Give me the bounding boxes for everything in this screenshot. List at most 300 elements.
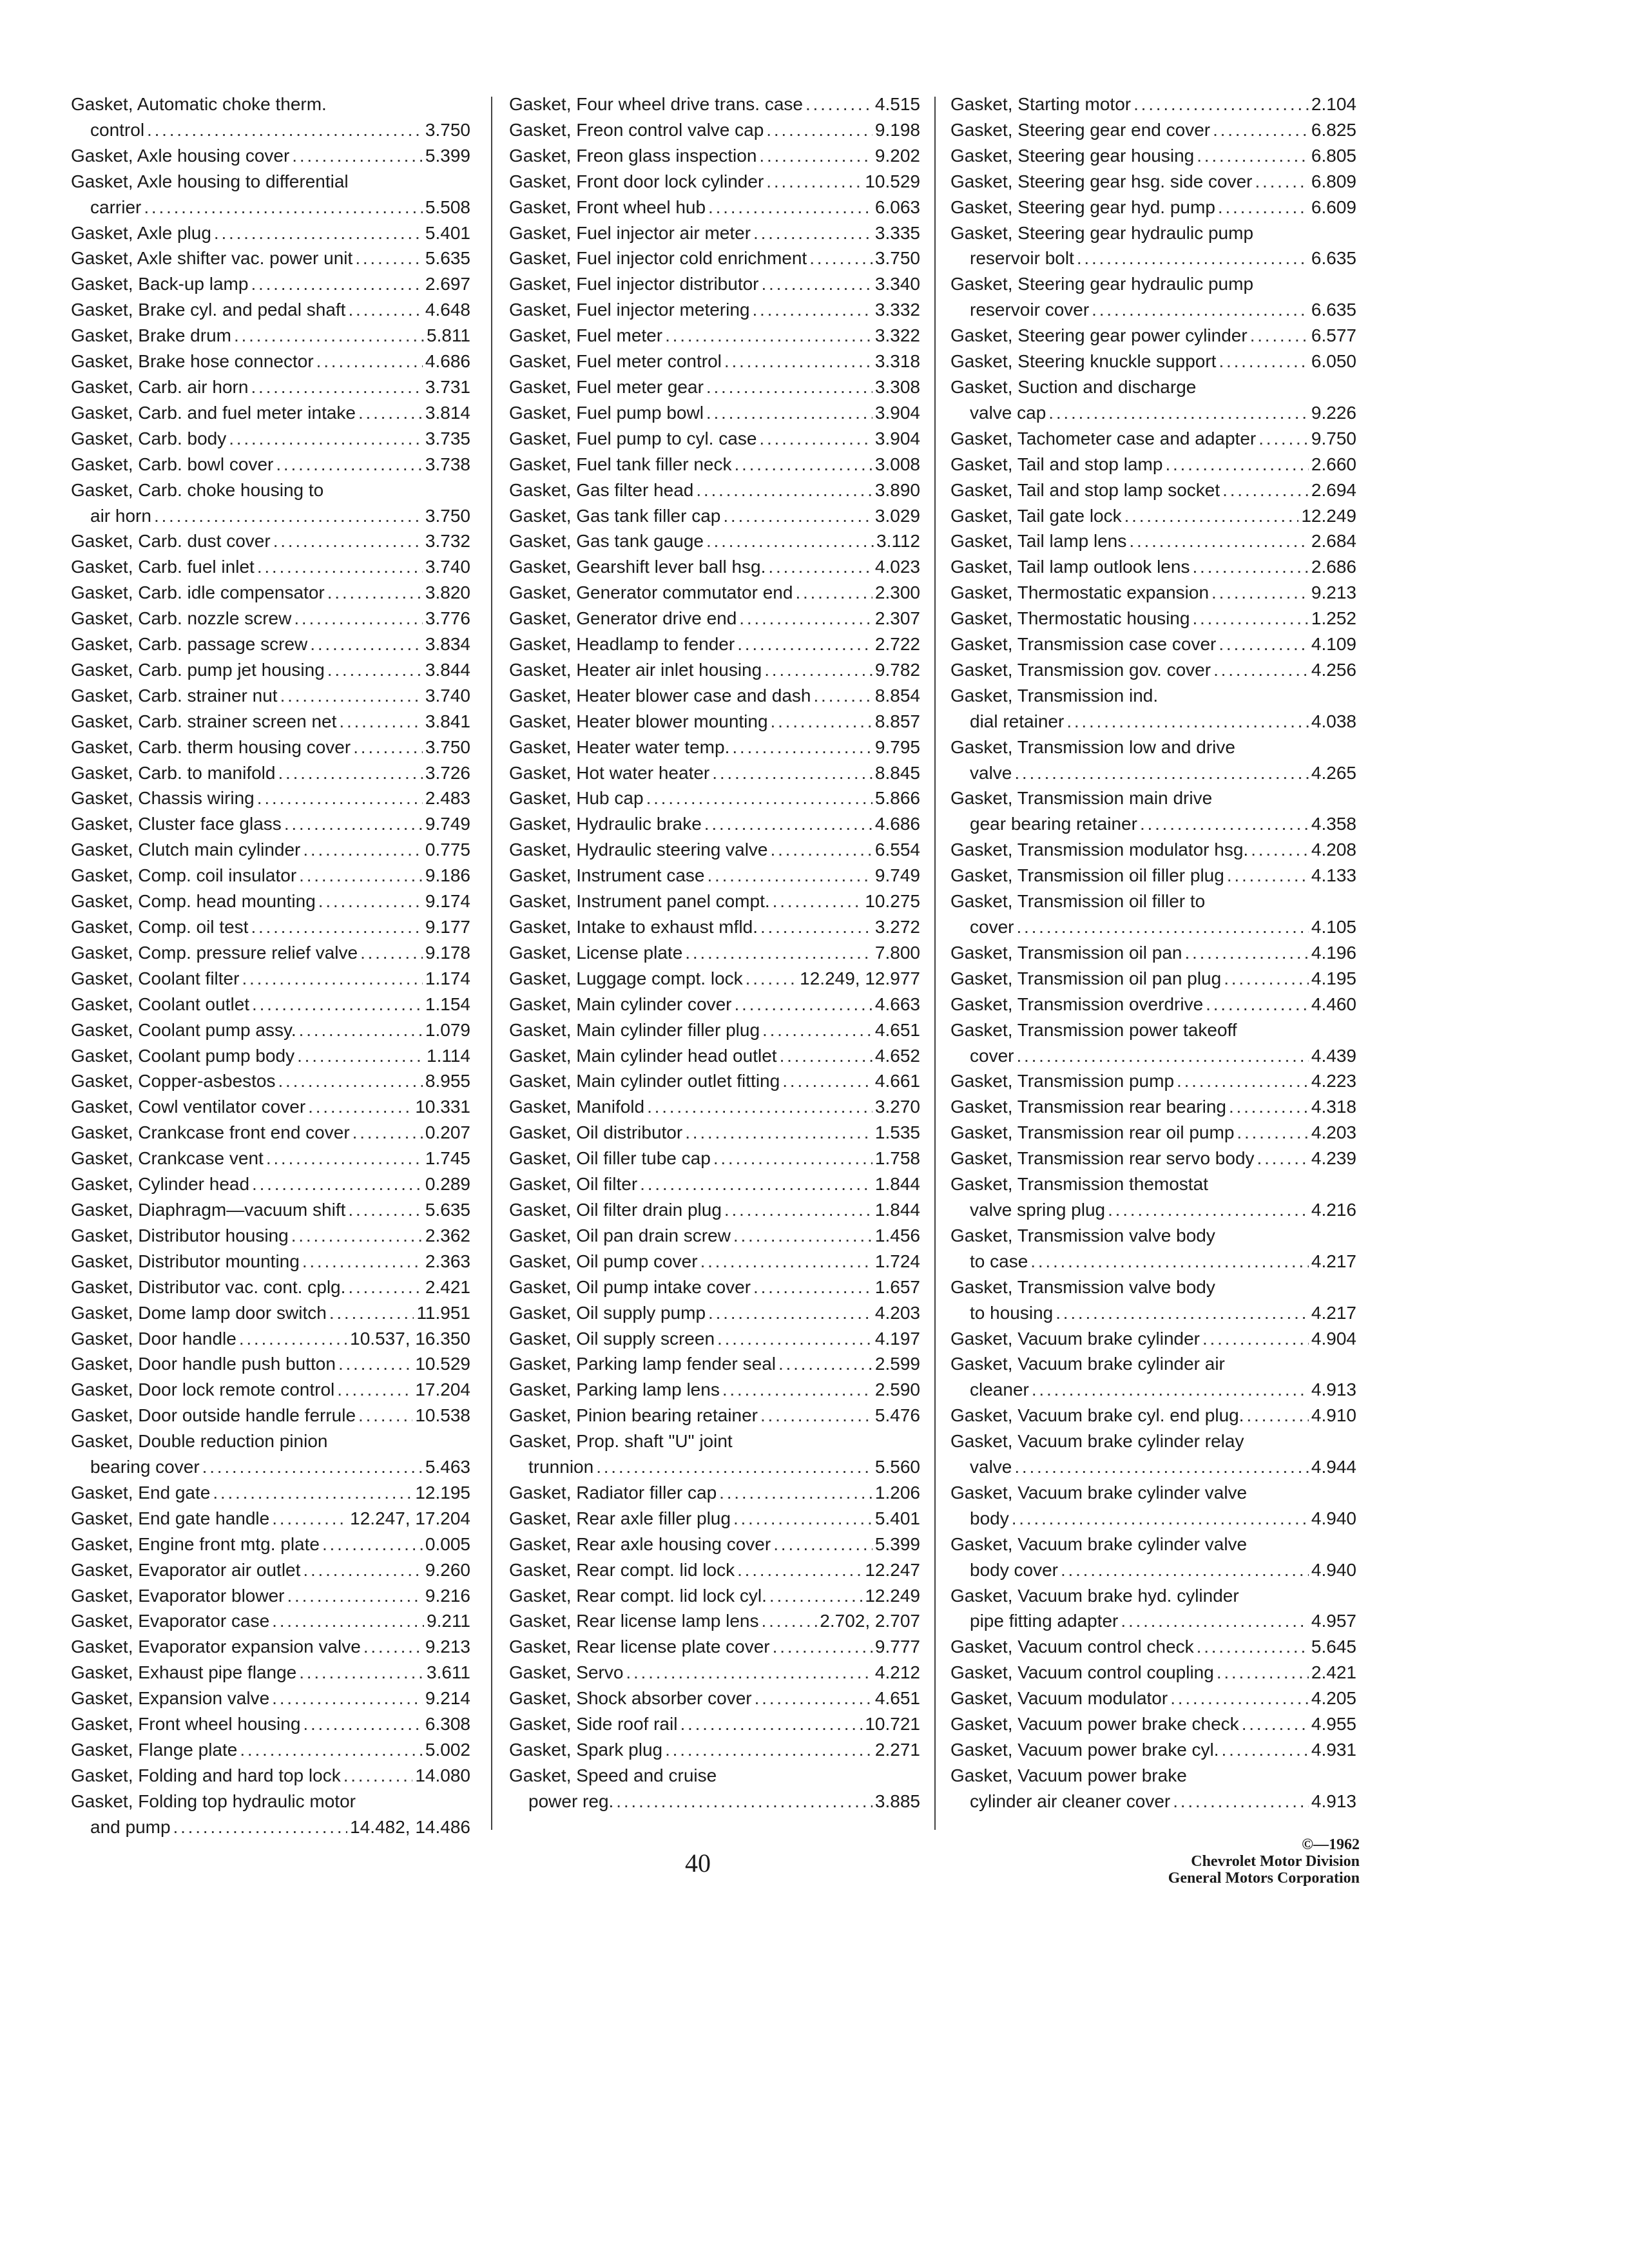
index-entry [509, 709, 920, 735]
index-entry [509, 1660, 920, 1686]
entry-label: Gasket, Steering gear hydraulic pump [950, 274, 1254, 294]
dot-leader [680, 1711, 862, 1737]
entry-reference-number: 3.890 [874, 479, 920, 500]
dot-leader [762, 1017, 872, 1043]
entry-reference-number: 12.195 [415, 1482, 470, 1503]
entry-label: Gasket, Heater blower mounting [509, 711, 768, 731]
index-entry [950, 1557, 1356, 1583]
index-entry [950, 1711, 1356, 1737]
entry-label: Gasket, Main cylinder cover [509, 994, 732, 1014]
entry-reference-number: 3.814 [425, 402, 470, 423]
entry-label: Gasket, Freon glass inspection [509, 145, 757, 166]
dot-leader [813, 683, 872, 709]
dot-leader [310, 631, 423, 657]
entry-label: Gasket, Crankcase front end cover [71, 1122, 350, 1143]
dot-leader [1255, 169, 1308, 195]
index-entry [950, 1274, 1356, 1300]
entry-label: Gasket, Parking lamp fender seal [509, 1354, 776, 1374]
entry-label: Gasket, Transmission power takeoff [950, 1019, 1237, 1040]
index-entry [71, 1480, 470, 1506]
index-entry [950, 349, 1356, 374]
entry-reference-number: 10.529 [415, 1354, 470, 1374]
entry-reference-number: 4.239 [1311, 1148, 1356, 1169]
index-entry [950, 811, 1356, 837]
dot-leader [1185, 940, 1309, 966]
index-entry [950, 837, 1356, 863]
dot-leader [1108, 1197, 1309, 1223]
dot-leader [780, 1043, 872, 1069]
entry-reference-number: 14.080 [415, 1765, 470, 1785]
entry-label: Gasket, Carb. therm housing cover [71, 736, 351, 757]
entry-reference-number: 2.271 [874, 1740, 920, 1760]
entry-label: Gasket, Carb. body [71, 428, 227, 448]
entry-reference-number: 12.249 [865, 1585, 920, 1606]
dot-leader [1192, 606, 1308, 631]
entry-label: Gasket, Back-up lamp [71, 274, 249, 294]
entry-reference-number: 9.202 [874, 145, 920, 166]
entry-label: Gasket, Gas tank filler cap [509, 505, 721, 526]
dot-leader [1014, 760, 1309, 786]
index-entry [950, 709, 1356, 735]
dot-leader [294, 606, 423, 631]
dot-leader [1173, 1789, 1309, 1814]
index-entry [71, 349, 470, 374]
entry-label: Gasket, Rear axle housing cover [509, 1533, 771, 1554]
dot-leader [809, 245, 872, 271]
index-entry [950, 1480, 1356, 1506]
entry-label: Gasket, Folding and hard top lock [71, 1765, 341, 1785]
entry-reference-number: 3.270 [874, 1097, 920, 1117]
index-entry [950, 245, 1356, 271]
index-entry [950, 1146, 1356, 1171]
dot-leader [773, 889, 863, 914]
entry-reference-number: 2.697 [425, 274, 470, 294]
entry-reference-number: 3.308 [874, 376, 920, 397]
index-entry [71, 1120, 470, 1146]
entry-label: Gasket, Front wheel hub [509, 197, 706, 217]
entry-reference-number: 5.401 [425, 222, 470, 243]
index-entry [71, 528, 470, 554]
entry-label: Gasket, Servo [509, 1662, 624, 1683]
entry-label: Gasket, Comp. coil insulator [71, 865, 297, 886]
entry-reference-number: 1.758 [874, 1148, 920, 1169]
entry-reference-number: 12.247 [865, 1559, 920, 1580]
index-entry [509, 966, 920, 992]
dot-leader [782, 1068, 872, 1094]
entry-reference-number: 6.577 [1311, 325, 1356, 346]
entry-reference-number: 4.205 [1311, 1688, 1356, 1709]
entry-reference-number: 9.178 [425, 942, 470, 963]
entry-reference-number: 8.857 [874, 711, 920, 731]
entry-label: to housing [970, 1302, 1054, 1323]
entry-label: Gasket, Axle shifter vac. power unit [71, 248, 353, 269]
entry-label: Gasket, Tail lamp lens [950, 531, 1127, 552]
index-column-1 [71, 91, 470, 1840]
dot-leader [704, 811, 872, 837]
entry-reference-number: 3.885 [874, 1791, 920, 1811]
index-entry [71, 1686, 470, 1711]
entry-label: Gasket, Carb. strainer screen net [71, 711, 337, 731]
entry-reference-number: 4.686 [874, 814, 920, 834]
entry-label: Gasket, Oil filter drain plug [509, 1199, 722, 1220]
index-entry [950, 1377, 1356, 1403]
dot-leader [299, 863, 423, 889]
dot-leader [338, 1351, 412, 1377]
entry-reference-number: 9.750 [1311, 428, 1356, 448]
entry-label: Gasket, Tail lamp outlook lens [950, 557, 1190, 577]
entry-label: valve [970, 1457, 1012, 1477]
dot-leader [1016, 1043, 1308, 1069]
dot-leader [1237, 1120, 1309, 1146]
dot-leader [144, 195, 423, 220]
entry-reference-number: 4.940 [1311, 1508, 1356, 1528]
entry-label: Gasket, Distributor vac. cont. cplg. [71, 1276, 346, 1297]
entry-label: Gasket, Vacuum power brake cyl. [950, 1740, 1219, 1760]
index-entry [509, 503, 920, 529]
dot-leader [316, 349, 423, 374]
entry-reference-number: 4.318 [1311, 1097, 1356, 1117]
entry-label: Gasket, Hub cap [509, 788, 644, 809]
entry-reference-number: 9.782 [874, 659, 920, 680]
index-entry [950, 1686, 1356, 1711]
entry-reference-number: 1.079 [425, 1019, 470, 1040]
entry-label: Gasket, Tail and stop lamp [950, 454, 1163, 474]
entry-label: gear bearing retainer [970, 814, 1137, 834]
entry-label: Gasket, Rear compt. lid lock [509, 1559, 735, 1580]
index-entry [71, 889, 470, 914]
entry-label: Gasket, Headlamp to fender [509, 634, 735, 655]
index-entry [71, 1403, 470, 1428]
dot-leader [242, 966, 422, 992]
dot-leader [318, 889, 423, 914]
entry-reference-number: 4.208 [1311, 840, 1356, 860]
entry-reference-number: 5.399 [425, 145, 470, 166]
entry-label: valve cap [970, 402, 1046, 423]
entry-reference-number: 9.226 [1311, 402, 1356, 423]
entry-reference-number: 6.635 [1311, 300, 1356, 320]
index-entry [71, 1197, 470, 1223]
entry-reference-number: 2.722 [874, 634, 920, 655]
entry-label: Gasket, Evaporator blower [71, 1585, 285, 1606]
index-entry [509, 1403, 920, 1428]
dot-leader [665, 1737, 872, 1763]
dot-leader [708, 1300, 872, 1326]
index-entry [71, 914, 470, 940]
index-entry [950, 400, 1356, 426]
index-entry [71, 1532, 470, 1557]
index-entry [71, 992, 470, 1017]
entry-reference-number: 2.694 [1311, 479, 1356, 500]
dot-leader [1197, 143, 1309, 169]
entry-label: Gasket, Transmission rear oil pump [950, 1122, 1235, 1143]
dot-leader [616, 1789, 872, 1814]
entry-reference-number: 4.913 [1311, 1791, 1356, 1811]
dot-leader [154, 503, 423, 529]
entry-reference-number: 9.174 [425, 891, 470, 912]
index-entry [509, 1634, 920, 1660]
index-entry [509, 1711, 920, 1737]
dot-leader [1032, 1377, 1309, 1403]
entry-reference-number: 1.657 [874, 1276, 920, 1297]
entry-label: Gasket, Carb. fuel inlet [71, 557, 255, 577]
entry-reference-number: 4.957 [1311, 1611, 1356, 1631]
entry-label: Gasket, Brake drum [71, 325, 231, 346]
dot-leader [1257, 1146, 1309, 1171]
index-entry [509, 91, 920, 117]
index-entry [71, 1428, 470, 1454]
entry-reference-number: 5.463 [425, 1457, 470, 1477]
entry-label: cylinder air cleaner cover [970, 1791, 1171, 1811]
index-entry [71, 554, 470, 580]
index-entry [950, 1120, 1356, 1146]
dot-leader [1197, 1634, 1309, 1660]
entry-label: Gasket, Carb. choke housing to [71, 479, 324, 500]
index-entry [509, 657, 920, 683]
dot-leader [348, 297, 422, 323]
dot-leader [1202, 1326, 1309, 1352]
entry-label: Gasket, Dome lamp door switch [71, 1302, 327, 1323]
entry-label: Gasket, Fuel meter gear [509, 376, 704, 397]
entry-reference-number: 4.652 [874, 1045, 920, 1066]
entry-reference-number: 5.866 [874, 788, 920, 809]
entry-label: Gasket, Steering gear hsg. side cover [950, 171, 1253, 191]
entry-reference-number: 3.735 [425, 428, 470, 448]
entry-label: Gasket, Oil supply screen [509, 1328, 715, 1349]
dot-leader [292, 143, 423, 169]
entry-reference-number: 2.307 [874, 608, 920, 629]
index-entry [71, 811, 470, 837]
entry-reference-number: 4.109 [1311, 634, 1356, 655]
entry-reference-number: 5.645 [1311, 1637, 1356, 1657]
entry-reference-number: 3.332 [874, 300, 920, 320]
index-entry [950, 914, 1356, 940]
dot-leader [251, 914, 422, 940]
entry-label: Gasket, Vacuum control check [950, 1637, 1194, 1657]
index-entry [509, 683, 920, 709]
dot-leader [1247, 1403, 1309, 1428]
index-entry [509, 940, 920, 966]
index-entry [509, 1094, 920, 1120]
index-entry [509, 1608, 920, 1634]
index-entry [509, 1146, 920, 1171]
index-entry [950, 426, 1356, 452]
dot-leader [303, 837, 423, 863]
dot-leader [766, 117, 872, 143]
dot-leader [1206, 992, 1309, 1017]
dot-leader [337, 1377, 412, 1403]
dot-leader [272, 1506, 347, 1532]
index-entry [71, 477, 470, 503]
index-entry [509, 785, 920, 811]
index-entry [950, 477, 1356, 503]
index-entry [950, 735, 1356, 760]
entry-reference-number: 9.211 [427, 1611, 470, 1631]
dot-leader [1066, 709, 1309, 735]
index-entry [71, 143, 470, 169]
entry-label: Gasket, Vacuum brake cylinder valve [950, 1533, 1248, 1554]
dot-leader [266, 1146, 423, 1171]
entry-reference-number: 4.216 [1311, 1199, 1356, 1220]
entry-reference-number: 2.483 [425, 788, 470, 809]
entry-reference-number: 4.663 [874, 994, 920, 1014]
entry-label: power reg. [528, 1791, 614, 1811]
entry-reference-number: 4.686 [425, 351, 470, 372]
index-entry [509, 1068, 920, 1094]
dot-leader [707, 863, 872, 889]
dot-leader [1129, 528, 1309, 554]
index-entry [950, 580, 1356, 606]
entry-label: Gasket, Distributor housing [71, 1225, 289, 1245]
entry-reference-number: 9.216 [425, 1585, 470, 1606]
index-entry [950, 1660, 1356, 1686]
index-entry [950, 143, 1356, 169]
entry-label: Gasket, Door handle [71, 1328, 236, 1349]
dot-leader [1014, 1454, 1309, 1480]
entry-reference-number: 4.195 [1311, 968, 1356, 988]
entry-reference-number: 3.750 [425, 736, 470, 757]
index-entry [71, 1043, 470, 1069]
dot-leader [1077, 245, 1309, 271]
entry-reference-number: 17.204 [415, 1379, 470, 1400]
index-entry [950, 1634, 1356, 1660]
entry-label: Gasket, Four wheel drive trans. case [509, 94, 803, 114]
entry-reference-number: 2.686 [1311, 557, 1356, 577]
dot-leader [252, 1171, 423, 1197]
entry-reference-number: 2.684 [1311, 531, 1356, 552]
index-entry [950, 1506, 1356, 1532]
index-column-2 [509, 91, 920, 1814]
entry-reference-number: 4.910 [1311, 1405, 1356, 1426]
index-entry [71, 400, 470, 426]
entry-label: Gasket, Gas filter head [509, 479, 694, 500]
index-entry [509, 1274, 920, 1300]
index-entry [950, 1737, 1356, 1763]
entry-reference-number: 3.834 [425, 634, 470, 655]
entry-label: Gasket, Transmission oil pan plug [950, 968, 1222, 988]
entry-label: Gasket, Intake to exhaust mfld. [509, 917, 758, 937]
dot-leader [240, 1737, 423, 1763]
entry-reference-number: 8.845 [874, 762, 920, 783]
dot-leader [646, 785, 872, 811]
dot-leader [762, 1608, 818, 1634]
index-entry [71, 940, 470, 966]
dot-leader [1165, 452, 1308, 477]
index-entry [509, 1171, 920, 1197]
dot-leader [1250, 323, 1309, 349]
dot-leader [1258, 426, 1309, 452]
entry-label: dial retainer [970, 711, 1065, 731]
entry-label: Gasket, Axle housing cover [71, 145, 290, 166]
entry-label: Gasket, Tail gate lock [950, 505, 1122, 526]
dot-leader [353, 735, 423, 760]
entry-label: Gasket, Distributor mounting [71, 1251, 300, 1271]
entry-label: Gasket, Fuel meter control [509, 351, 722, 372]
index-entry [950, 1223, 1356, 1249]
index-entry [950, 1583, 1356, 1609]
entry-label: Gasket, Steering gear power cylinder [950, 325, 1248, 346]
entry-reference-number: 5.635 [425, 248, 470, 269]
entry-label: Gasket, Gas tank gauge [509, 531, 704, 552]
index-entry [509, 580, 920, 606]
dot-leader [771, 709, 872, 735]
index-entry [950, 117, 1356, 143]
dot-leader [1012, 1506, 1309, 1532]
dot-leader [276, 452, 423, 477]
entry-reference-number: 6.050 [1311, 351, 1356, 372]
dot-leader [348, 1274, 423, 1300]
entry-reference-number: 9.260 [425, 1559, 470, 1580]
entry-label: Gasket, Carb. dust cover [71, 531, 271, 552]
page-number: 40 [685, 1849, 711, 1878]
entry-reference-number: 1.174 [425, 968, 470, 988]
index-entry [71, 1326, 470, 1352]
entry-reference-number: 10.538 [415, 1405, 470, 1426]
entry-reference-number: 10.529 [865, 171, 920, 191]
entry-reference-number: 4.439 [1311, 1045, 1356, 1066]
dot-leader [358, 400, 423, 426]
index-entry [950, 1017, 1356, 1043]
index-entry [509, 1377, 920, 1403]
dot-leader [348, 1197, 423, 1223]
entry-label: trunnion [528, 1457, 594, 1477]
entry-label: reservoir cover [970, 300, 1090, 320]
dot-leader [1055, 1300, 1309, 1326]
dot-leader [733, 1506, 872, 1532]
index-entry [509, 245, 920, 271]
dot-leader [252, 992, 423, 1017]
entry-label: Gasket, Evaporator expansion valve [71, 1637, 361, 1657]
entry-reference-number: 1.456 [874, 1225, 920, 1245]
entry-reference-number: 9.214 [425, 1688, 470, 1709]
entry-reference-number: 5.002 [425, 1740, 470, 1760]
dot-leader [665, 323, 872, 349]
entry-label: Gasket, Shock absorber cover [509, 1688, 752, 1709]
entry-label: Gasket, Carb. to manifold [71, 762, 276, 783]
entry-reference-number: 4.651 [874, 1688, 920, 1709]
entry-label: Gasket, Folding top hydraulic motor [71, 1791, 356, 1811]
entry-label: Gasket, Hot water heater [509, 762, 710, 783]
dot-leader [273, 528, 423, 554]
column-divider [491, 97, 492, 1830]
entry-reference-number: 3.844 [425, 659, 470, 680]
dot-leader [287, 1583, 423, 1609]
dot-leader [358, 1403, 412, 1428]
index-entry [950, 785, 1356, 811]
index-entry [71, 1711, 470, 1737]
entry-label: body [970, 1508, 1009, 1528]
entry-label: Gasket, Brake cyl. and pedal shaft [71, 300, 346, 320]
index-entry [509, 1043, 920, 1069]
entry-label: cleaner [970, 1379, 1029, 1400]
index-entry [509, 1789, 920, 1814]
entry-reference-number: 12.247, 17.204 [350, 1508, 470, 1528]
dot-leader [1133, 91, 1309, 117]
dot-leader [280, 683, 423, 709]
entry-label: Gasket, Transmission modulator hsg. [950, 840, 1249, 860]
entry-label: Gasket, Side roof rail [509, 1714, 678, 1735]
entry-reference-number: 3.740 [425, 557, 470, 577]
index-entry [509, 220, 920, 246]
index-entry [71, 1223, 470, 1249]
entry-label: Gasket, Clutch main cylinder [71, 840, 301, 860]
entry-reference-number: 4.931 [1311, 1740, 1356, 1760]
dot-leader [278, 760, 422, 786]
entry-label: Gasket, Carb. passage screw [71, 634, 308, 655]
entry-label: Gasket, Oil supply pump [509, 1302, 706, 1323]
index-entry [509, 837, 920, 863]
index-entry [950, 528, 1356, 554]
index-entry [950, 169, 1356, 195]
